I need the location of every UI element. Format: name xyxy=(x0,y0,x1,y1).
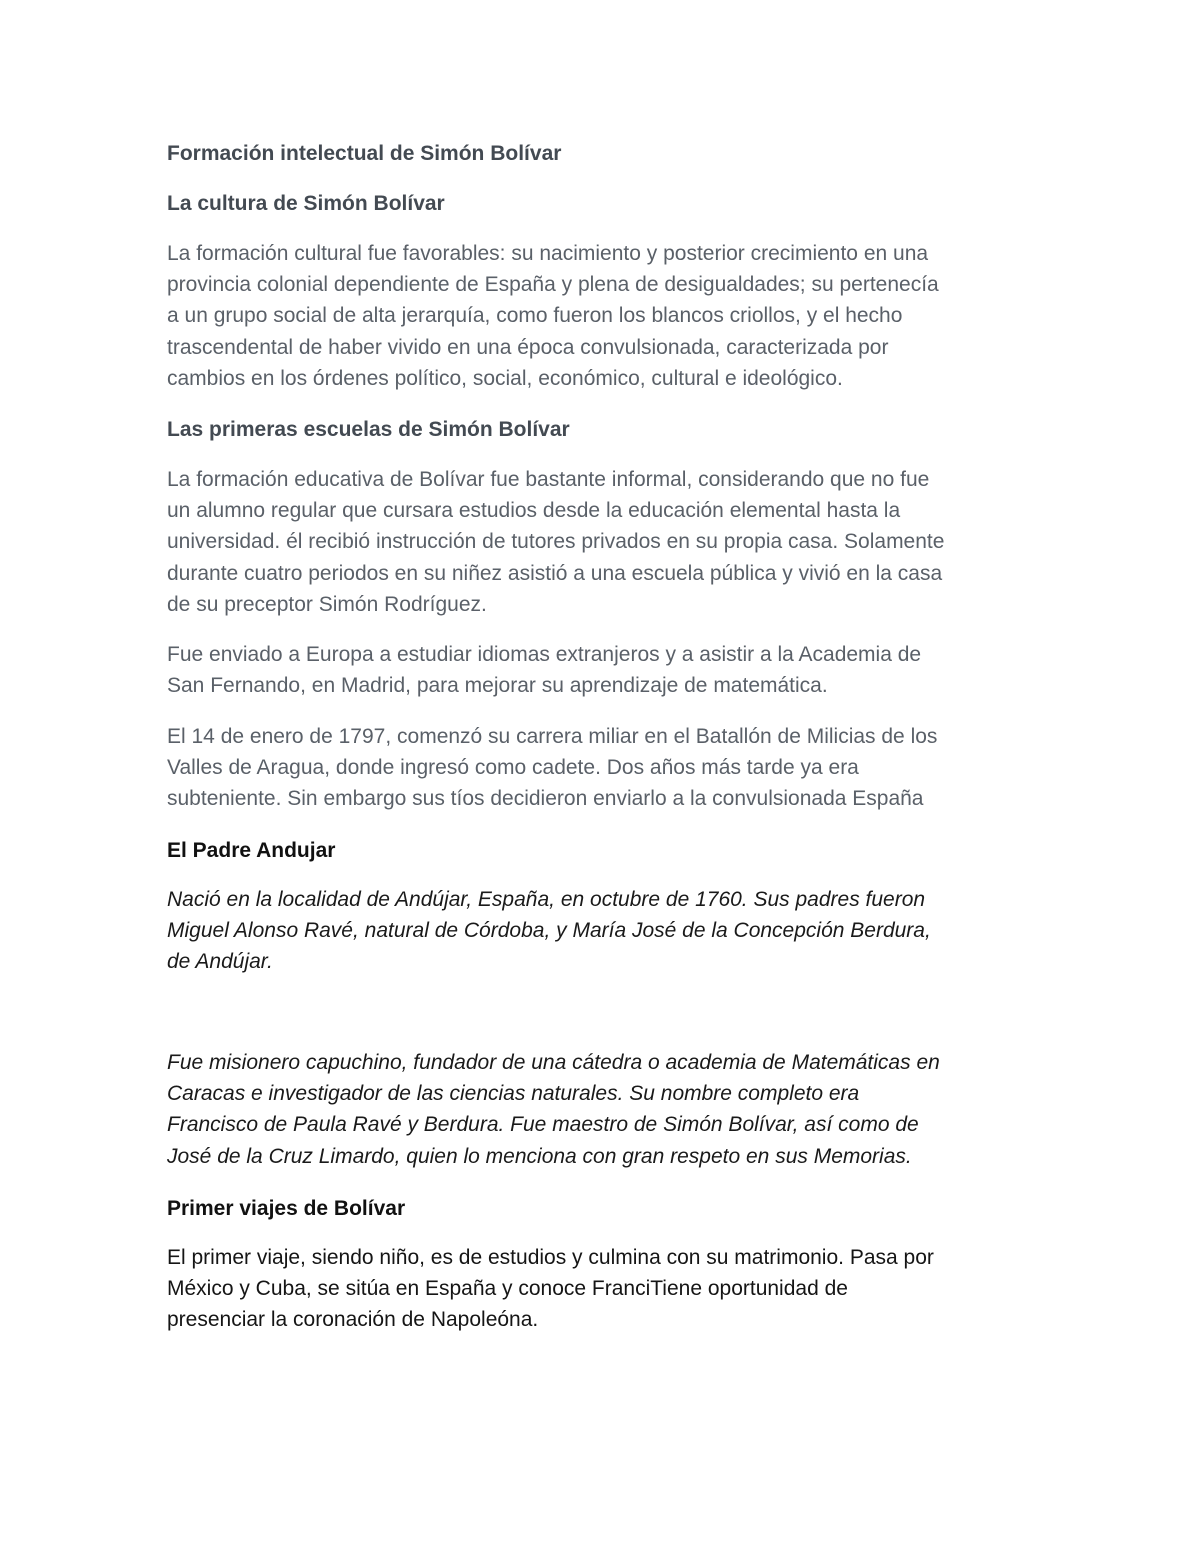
paragraph-andujar-2: Fue misionero capuchino, fundador de una cátedra o academia de Matemáticas en Caracas e investigador de las ciencias naturales. Su nombre completo era Francisco de Paula Ravé y Berdura. Fue maestro de Simón Bolívar, así como de José de la Cruz Limardo, quien lo menciona con gran respeto en sus Memorias. xyxy=(167,1051,940,1168)
paragraph-andujar-1: Nació en la localidad de Andújar, España, en octubre de 1760. Sus padres fueron Miguel Alonso Ravé, natural de Córdoba, y María José de la Concepción Berdura, de Andújar. xyxy=(167,888,931,974)
paragraph-viajes: El primer viaje, siendo niño, es de estudios y culmina con su matrimonio. Pasa por México y Cuba, se sitúa en España y conoce FranciTiene oportunidad de presenciar la coronación de Napoleóna. xyxy=(167,1246,934,1332)
paragraph-escuelas-1: La formación educativa de Bolívar fue bastante informal, considerando que no fue un alumno regular que cursara estudios desde la educación elemental hasta la universidad. él recibió instrucción de tutores privados en su propia casa. Solamente durante cuatro periodos en su niñez asistió a una escuela pública y vivió en la casa de su preceptor Simón Rodríguez. xyxy=(167,468,945,616)
section-heading-escuelas: Las primeras escuelas de Simón Bolívar xyxy=(167,418,570,441)
section-heading-andujar: El Padre Andujar xyxy=(167,839,336,862)
paragraph-escuelas-3: El 14 de enero de 1797, comenzó su carrera miliar en el Batallón de Milicias de los Valles de Aragua, donde ingresó como cadete. Dos años más tarde ya era subteniente. Sin embargo sus tíos decidieron enviarlo a la convulsionada España xyxy=(167,725,938,811)
section-heading-viajes: Primer viajes de Bolívar xyxy=(167,1197,406,1220)
section-heading-cultura: La cultura de Simón Bolívar xyxy=(167,192,445,215)
document-title: Formación intelectual de Simón Bolívar xyxy=(167,142,562,165)
paragraph-cultura: La formación cultural fue favorables: su nacimiento y posterior crecimiento en una provincia colonial dependiente de España y plena de desigualdades; su pertenecía a un grupo social de alta jerarquía, como fueron los blancos criollos, y el hecho trascendental de haber vivido en una época convulsionada, caracterizada por cambios en los órdenes político, social, económico, cultural e ideológico. xyxy=(167,242,939,390)
paragraph-escuelas-2: Fue enviado a Europa a estudiar idiomas extranjeros y a asistir a la Academia de San Fernando, en Madrid, para mejorar su aprendizaje de matemática. xyxy=(167,643,922,698)
